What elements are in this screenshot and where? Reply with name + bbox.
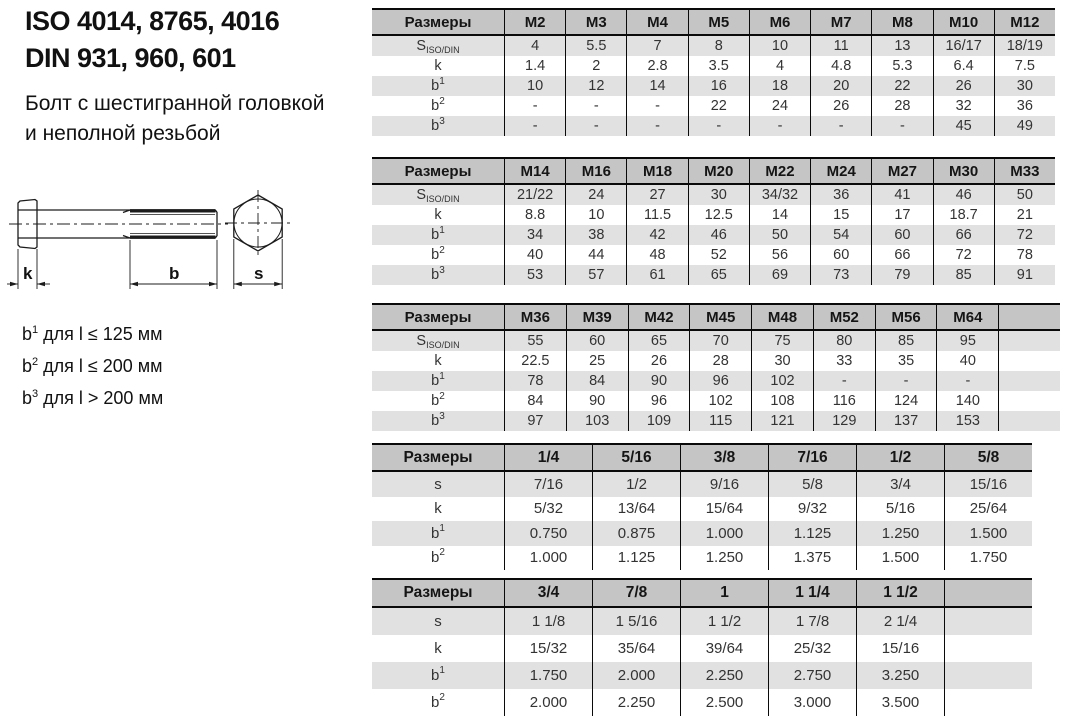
data-cell: 102 [751, 371, 813, 391]
data-cell: 38 [565, 225, 626, 245]
data-cell: - [936, 371, 998, 391]
data-cell: 27 [626, 185, 687, 205]
data-cell: 1 7/8 [768, 608, 856, 635]
column-header: M12 [994, 10, 1055, 34]
data-cell: 1.250 [680, 546, 768, 571]
data-cell: 4 [504, 36, 565, 56]
data-cell: 22 [871, 76, 932, 96]
table-header-row [372, 305, 1060, 331]
page-subtitle-line2: и неполной резьбой [25, 122, 221, 145]
data-cell: 10 [504, 76, 565, 96]
table-row [372, 546, 1032, 571]
data-cell: 65 [688, 265, 749, 285]
data-cell: - [626, 96, 687, 116]
column-header: 3/8 [680, 445, 768, 470]
empty-header-cell [998, 305, 1060, 329]
column-header: M36 [504, 305, 566, 329]
data-cell: 1.125 [592, 546, 680, 571]
column-header: M30 [933, 159, 994, 183]
table-header-row [372, 580, 1032, 608]
empty-cell [998, 351, 1060, 371]
data-cell: 41 [871, 185, 932, 205]
data-cell: 14 [749, 205, 810, 225]
data-cell: 28 [871, 96, 932, 116]
data-cell: 26 [933, 76, 994, 96]
empty-cell [998, 411, 1060, 431]
empty-cell [998, 371, 1060, 391]
data-cell: 28 [689, 351, 751, 371]
table-row [372, 265, 1055, 285]
empty-header-cell [944, 580, 1032, 606]
data-cell: 26 [810, 96, 871, 116]
data-cell: 56 [749, 245, 810, 265]
dim-label-s: s [254, 264, 264, 283]
data-cell: 42 [626, 225, 687, 245]
column-header: M16 [565, 159, 626, 183]
bolt-head-front-view [225, 190, 291, 256]
data-cell: 24 [749, 96, 810, 116]
data-cell: 1.4 [504, 56, 565, 76]
page-title-iso: ISO 4014, 8765, 4016 [25, 6, 280, 36]
data-cell: - [871, 116, 932, 136]
data-cell: 18/19 [994, 36, 1055, 56]
data-cell: 2.8 [626, 56, 687, 76]
data-cell: 3.500 [856, 689, 944, 716]
empty-cell [944, 608, 1032, 635]
data-cell: 50 [994, 185, 1055, 205]
data-cell: 73 [810, 265, 871, 285]
data-cell: 85 [933, 265, 994, 285]
data-cell: 65 [628, 331, 690, 351]
data-cell: 78 [994, 245, 1055, 265]
column-header: M5 [688, 10, 749, 34]
data-cell: 60 [566, 331, 628, 351]
data-cell: 79 [871, 265, 932, 285]
data-cell: 0.750 [504, 521, 592, 546]
table-row [372, 371, 1060, 391]
column-header: 1/4 [504, 445, 592, 470]
table-row [372, 245, 1055, 265]
row-label: b 2 [431, 95, 445, 114]
data-cell: 49 [994, 116, 1055, 136]
data-cell: 2.000 [592, 662, 680, 689]
dim-label-k: k [23, 264, 33, 283]
data-cell: 11.5 [626, 205, 687, 225]
data-cell: 11 [810, 36, 871, 56]
data-cell: 33 [813, 351, 875, 371]
data-cell: 2.750 [768, 662, 856, 689]
data-cell: 5.3 [871, 56, 932, 76]
data-cell: 12 [565, 76, 626, 96]
data-cell: 18.7 [933, 205, 994, 225]
data-cell: 5/16 [856, 497, 944, 522]
data-cell: 60 [871, 225, 932, 245]
data-cell: 7/16 [504, 472, 592, 497]
table-header-label: Размеры [404, 162, 472, 180]
row-label: S ISO/DIN [416, 333, 460, 350]
data-cell: - [688, 116, 749, 136]
data-cell: 96 [689, 371, 751, 391]
data-cell: 7.5 [994, 56, 1055, 76]
data-cell: 40 [504, 245, 565, 265]
row-label: b 2 [431, 692, 445, 711]
row-label: b 3 [431, 410, 445, 429]
page-subtitle-line1: Болт с шестигранной головкой [25, 92, 325, 115]
data-cell: 2.250 [680, 662, 768, 689]
data-cell: 90 [566, 391, 628, 411]
data-cell: 5/32 [504, 497, 592, 522]
data-cell: 80 [813, 331, 875, 351]
data-cell: 60 [810, 245, 871, 265]
data-cell: 1.000 [504, 546, 592, 571]
column-header: M27 [871, 159, 932, 183]
column-header: M42 [628, 305, 690, 329]
data-cell: 53 [504, 265, 565, 285]
table-row [372, 331, 1060, 351]
data-cell: 3.250 [856, 662, 944, 689]
empty-cell [944, 635, 1032, 662]
data-cell: 34/32 [749, 185, 810, 205]
data-cell: 13/64 [592, 497, 680, 522]
data-cell: 30 [751, 351, 813, 371]
data-cell: 52 [688, 245, 749, 265]
data-cell: 2.250 [592, 689, 680, 716]
data-cell: - [749, 116, 810, 136]
table-header-row [372, 159, 1055, 185]
data-cell: 36 [810, 185, 871, 205]
row-label: k [434, 58, 442, 74]
data-cell: 21 [994, 205, 1055, 225]
column-header: M3 [565, 10, 626, 34]
column-header: M14 [504, 159, 565, 183]
data-cell: 8.8 [504, 205, 565, 225]
data-cell: 2 1/4 [856, 608, 944, 635]
data-cell: 1 1/8 [504, 608, 592, 635]
data-cell: 85 [875, 331, 937, 351]
row-label: b 1 [431, 370, 445, 389]
column-header: M52 [813, 305, 875, 329]
inch-table-quarter-fiveeighths [372, 443, 1032, 570]
table-row [372, 36, 1055, 56]
data-cell: 35/64 [592, 635, 680, 662]
page-title-din: DIN 931, 960, 601 [25, 43, 236, 73]
data-cell: 109 [628, 411, 690, 431]
column-header: 1 1/2 [856, 580, 944, 606]
note-b2: $b^2$ для l ≤ 200 мм [22, 356, 163, 376]
row-label: s [434, 613, 442, 630]
data-cell: 18 [749, 76, 810, 96]
row-label: b 1 [431, 75, 445, 94]
note-b3: $b^3$ для l > 200 мм [22, 388, 164, 408]
empty-cell [998, 391, 1060, 411]
column-header: M2 [504, 10, 565, 34]
table-row [372, 411, 1060, 431]
table-header-label: Размеры [404, 308, 472, 326]
data-cell: 102 [689, 391, 751, 411]
row-label: k [434, 640, 442, 657]
data-cell: 15/16 [944, 472, 1032, 497]
data-cell: 24 [565, 185, 626, 205]
row-label: k [434, 500, 442, 518]
metric-table-m2-m12 [372, 8, 1055, 136]
data-cell: 46 [933, 185, 994, 205]
table-row [372, 635, 1032, 662]
row-label: S ISO/DIN [416, 187, 460, 204]
data-cell: 3.5 [688, 56, 749, 76]
column-header: M7 [810, 10, 871, 34]
data-cell: 22 [688, 96, 749, 116]
data-cell: 66 [871, 245, 932, 265]
data-cell: 5/8 [768, 472, 856, 497]
data-cell: 15 [810, 205, 871, 225]
column-header: M22 [749, 159, 810, 183]
data-cell: 46 [688, 225, 749, 245]
data-cell: 4 [749, 56, 810, 76]
data-cell: 15/32 [504, 635, 592, 662]
data-cell: 16 [688, 76, 749, 96]
table-row [372, 521, 1032, 546]
column-header: M4 [626, 10, 687, 34]
table-header-row [372, 445, 1032, 472]
table-row [372, 662, 1032, 689]
column-header: M20 [688, 159, 749, 183]
data-cell: 78 [504, 371, 566, 391]
data-cell: 1.125 [768, 521, 856, 546]
data-cell: 45 [933, 116, 994, 136]
data-cell: - [504, 116, 565, 136]
empty-cell [998, 331, 1060, 351]
table-row [372, 497, 1032, 522]
data-cell: 2.000 [504, 689, 592, 716]
data-cell: 5.5 [565, 36, 626, 56]
row-label: b 2 [431, 244, 445, 263]
data-cell: 116 [813, 391, 875, 411]
table-row [372, 96, 1055, 116]
row-label: b 1 [431, 522, 445, 542]
data-cell: - [875, 371, 937, 391]
row-label: b 1 [431, 665, 445, 684]
data-cell: 20 [810, 76, 871, 96]
data-cell: 3.000 [768, 689, 856, 716]
data-cell: 34 [504, 225, 565, 245]
data-cell: - [565, 96, 626, 116]
data-cell: 25/64 [944, 497, 1032, 522]
data-cell: 10 [749, 36, 810, 56]
table-row [372, 472, 1032, 497]
empty-cell [944, 662, 1032, 689]
data-cell: 97 [504, 411, 566, 431]
data-cell: 17 [871, 205, 932, 225]
data-cell: 1.000 [680, 521, 768, 546]
column-header: M8 [871, 10, 932, 34]
column-header: M64 [936, 305, 998, 329]
data-cell: 30 [688, 185, 749, 205]
data-cell: - [504, 96, 565, 116]
data-cell: 61 [626, 265, 687, 285]
data-cell: 108 [751, 391, 813, 411]
column-header: M33 [994, 159, 1055, 183]
data-cell: 0.875 [592, 521, 680, 546]
data-cell: 1.375 [768, 546, 856, 571]
data-cell: 40 [936, 351, 998, 371]
data-cell: 72 [994, 225, 1055, 245]
data-cell: 2.500 [680, 689, 768, 716]
data-cell: 1.750 [504, 662, 592, 689]
data-cell: 140 [936, 391, 998, 411]
data-cell: 54 [810, 225, 871, 245]
data-cell: 50 [749, 225, 810, 245]
data-cell: 1.250 [856, 521, 944, 546]
data-cell: 91 [994, 265, 1055, 285]
data-cell: 124 [875, 391, 937, 411]
data-cell: 6.4 [933, 56, 994, 76]
data-cell: 75 [751, 331, 813, 351]
data-cell: 21/22 [504, 185, 565, 205]
data-cell: 96 [628, 391, 690, 411]
column-header: 1 1/4 [768, 580, 856, 606]
data-cell: - [813, 371, 875, 391]
data-cell: 7 [626, 36, 687, 56]
data-cell: 15/64 [680, 497, 768, 522]
row-label: k [434, 353, 442, 369]
table-row [372, 225, 1055, 245]
data-cell: 103 [566, 411, 628, 431]
dim-label-b: b [169, 264, 180, 283]
table-row [372, 689, 1032, 716]
data-cell: 1.500 [944, 521, 1032, 546]
data-cell: 22.5 [504, 351, 566, 371]
data-cell: 12.5 [688, 205, 749, 225]
data-cell: 70 [689, 331, 751, 351]
data-cell: 55 [504, 331, 566, 351]
data-cell: 69 [749, 265, 810, 285]
row-label: S ISO/DIN [416, 38, 460, 55]
column-header: 1/2 [856, 445, 944, 470]
table-header-label: Размеры [403, 448, 473, 466]
column-header: M39 [566, 305, 628, 329]
column-header: M6 [749, 10, 810, 34]
table-row [372, 76, 1055, 96]
data-cell: 84 [566, 371, 628, 391]
column-header: M56 [875, 305, 937, 329]
row-label: s [434, 475, 442, 493]
table-header-row [372, 10, 1055, 36]
data-cell: 1/2 [592, 472, 680, 497]
data-cell: 3/4 [856, 472, 944, 497]
table-row [372, 205, 1055, 225]
table-row [372, 608, 1032, 635]
data-cell: 2 [565, 56, 626, 76]
data-cell: 13 [871, 36, 932, 56]
data-cell: 26 [628, 351, 690, 371]
bolt-technical-drawing [6, 188, 308, 306]
table-header-label: Размеры [404, 13, 472, 31]
data-cell: - [810, 116, 871, 136]
data-cell: 9/16 [680, 472, 768, 497]
empty-cell [944, 689, 1032, 716]
column-header: 3/4 [504, 580, 592, 606]
metric-table-m14-m33 [372, 157, 1055, 285]
column-header: 5/8 [944, 445, 1032, 470]
column-header: 1 [680, 580, 768, 606]
data-cell: 15/16 [856, 635, 944, 662]
data-cell: 16/17 [933, 36, 994, 56]
data-cell: 115 [689, 411, 751, 431]
note-b1: $b^1$ для l ≤ 125 мм [22, 324, 163, 344]
table-row [372, 391, 1060, 411]
data-cell: 1.500 [856, 546, 944, 571]
data-cell: 8 [688, 36, 749, 56]
data-cell: 66 [933, 225, 994, 245]
data-cell: 137 [875, 411, 937, 431]
row-label: b 2 [431, 390, 445, 409]
column-header: 5/16 [592, 445, 680, 470]
data-cell: 72 [933, 245, 994, 265]
column-header: M10 [933, 10, 994, 34]
column-header: M48 [751, 305, 813, 329]
data-cell: 4.8 [810, 56, 871, 76]
data-cell: 48 [626, 245, 687, 265]
data-cell: 35 [875, 351, 937, 371]
inch-table-threequarters-oneandhalf [372, 578, 1032, 716]
row-label: b 2 [431, 547, 445, 567]
data-cell: 90 [628, 371, 690, 391]
data-cell: 95 [936, 331, 998, 351]
thread-length-notes [22, 316, 163, 412]
data-cell: 129 [813, 411, 875, 431]
data-cell: 30 [994, 76, 1055, 96]
column-header: 7/8 [592, 580, 680, 606]
row-label: b 3 [431, 264, 445, 283]
data-cell: 44 [565, 245, 626, 265]
row-label: k [434, 207, 442, 223]
data-cell: 14 [626, 76, 687, 96]
data-cell: 121 [751, 411, 813, 431]
data-cell: 57 [565, 265, 626, 285]
data-cell: 25/32 [768, 635, 856, 662]
column-header: M45 [689, 305, 751, 329]
data-cell: 1 1/2 [680, 608, 768, 635]
data-cell: 84 [504, 391, 566, 411]
data-cell: - [565, 116, 626, 136]
data-cell: 32 [933, 96, 994, 116]
row-label: b 3 [431, 115, 445, 134]
metric-table-m36-m64 [372, 303, 1060, 431]
data-cell: - [626, 116, 687, 136]
table-header-label: Размеры [403, 584, 473, 601]
table-row [372, 351, 1060, 371]
column-header: M24 [810, 159, 871, 183]
row-label: b 1 [431, 224, 445, 243]
data-cell: 25 [566, 351, 628, 371]
data-cell: 153 [936, 411, 998, 431]
data-cell: 10 [565, 205, 626, 225]
data-cell: 39/64 [680, 635, 768, 662]
data-cell: 36 [994, 96, 1055, 116]
table-row [372, 185, 1055, 205]
data-cell: 9/32 [768, 497, 856, 522]
column-header: 7/16 [768, 445, 856, 470]
table-row [372, 116, 1055, 136]
data-cell: 1.750 [944, 546, 1032, 571]
table-row [372, 56, 1055, 76]
column-header: M18 [626, 159, 687, 183]
data-cell: 1 5/16 [592, 608, 680, 635]
